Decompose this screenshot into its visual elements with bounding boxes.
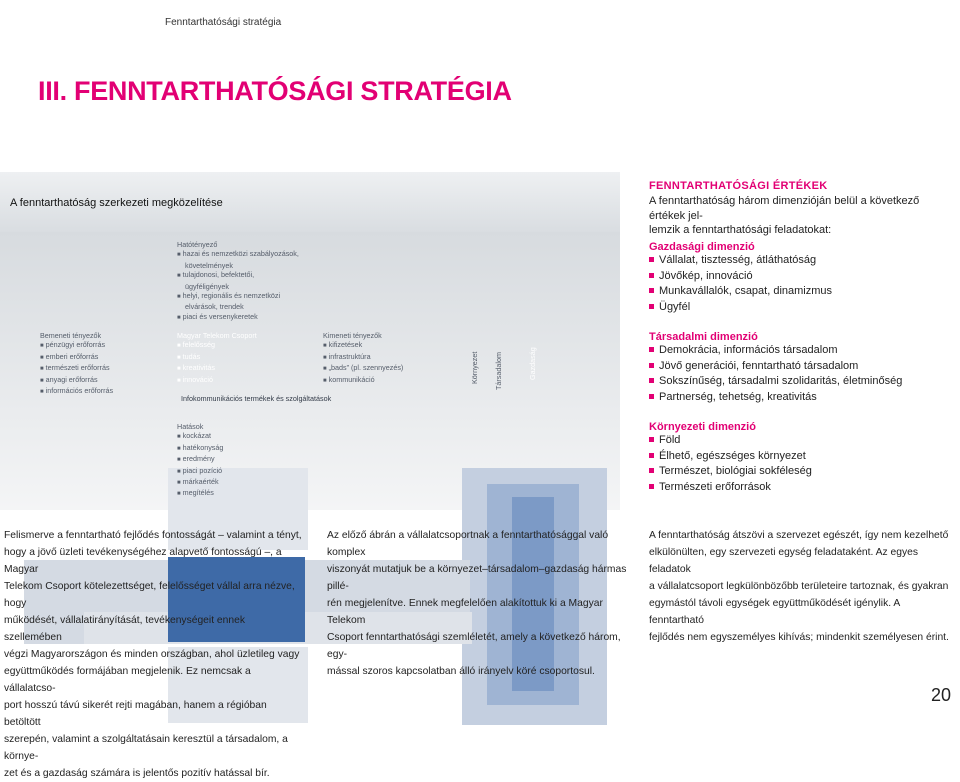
influencing-factor-item: ■ piaci és versenykeretek [177, 312, 299, 323]
dimension-economic [649, 241, 949, 315]
dimension-item: Munkavállalók, csapat, dinamizmus [649, 284, 949, 300]
body-line: zet és a gazdaság számára is jelentős pozitív hatással bír. [4, 768, 270, 779]
diagram-panel-title: A fenntarthatóság szerkezeti megközelítése [10, 197, 223, 209]
input-item: ■ információs erőforrás [40, 386, 113, 397]
body-line: egymástól távoli egységek együttműködését igénylik. A fenntartható [649, 598, 900, 626]
body-line: A fenntarthatóság átszövi a szervezet egészét, így nem kezelhető [649, 530, 949, 541]
dimension-item: Ügyfél [649, 300, 949, 316]
inputs-list [40, 331, 113, 397]
outputs-list [323, 331, 403, 386]
body-line: működését, vállalatirányítását, tevékenységeit ennek szellemében [4, 615, 245, 643]
body-line: Csoport fenntarthatósági szemléletét, amely a következő három, egy- [327, 632, 621, 660]
company-item: ■ kreativitás [177, 363, 257, 374]
values-intro-line: A fenntarthatóság három dimenzióján belül a következő értékek jel- [649, 195, 920, 222]
dimension-title: Társadalmi dimenzió [649, 331, 758, 343]
dimension-item: Sokszínűség, társadalmi szolidaritás, életminőség [649, 374, 949, 390]
dimension-item: Partnerség, tehetség, kreativitás [649, 390, 949, 406]
effect-item: ■ eredmény [177, 454, 223, 465]
body-line: port hosszú távú sikerét rejti magában, hanem a régióban betöltött [4, 700, 267, 728]
effects-heading: Hatások [177, 422, 204, 431]
effect-item: ■ márkaérték [177, 477, 223, 488]
output-item: ■ „bads” (pl. szennyezés) [323, 363, 403, 374]
running-head: Fenntarthatósági stratégia [165, 17, 282, 28]
influencing-factor-item: követelmények [185, 260, 233, 270]
environment-label: Környezet [470, 351, 479, 384]
company-heading: Magyar Telekom Csoport [177, 331, 257, 340]
input-item: ■ pénzügyi erőforrás [40, 340, 113, 351]
effect-item: ■ piaci pozíció [177, 466, 223, 477]
body-column-1 [4, 527, 304, 782]
effect-item: ■ kockázat [177, 431, 223, 442]
body-line: Telekom Csoport kötelezettséget, felelősséget vállal arra nézve, hogy [4, 581, 295, 609]
inputs-heading: Bemeneti tényezők [40, 331, 102, 340]
values-title: FENNTARTHATÓSÁGI ÉRTÉKEK [649, 180, 828, 192]
dimension-item: Élhető, egészséges környezet [649, 449, 949, 465]
dimension-item: Jövő generációi, fenntartható társadalom [649, 359, 949, 375]
body-line: elkülönülten, egy szervezeti egység feladataként. Az egyes feladatok [649, 547, 919, 575]
chapter-title: III. FENNTARTHATÓSÁGI STRATÉGIA [38, 76, 512, 106]
company-item: ■ felelősség [177, 340, 257, 351]
influencing-factors-heading: Hatótényező [177, 240, 218, 249]
page-number: 20 [931, 685, 952, 705]
influencing-factor-item: ■ hazai és nemzetközi szabályozások, [177, 249, 299, 260]
body-line: együttműködés formájában megjelenik. Ez nemcsak a vállalatcso- [4, 666, 251, 694]
dimension-list [649, 343, 949, 405]
influencing-factors-list [177, 240, 299, 323]
diagram-panel [0, 232, 620, 510]
effects-list [177, 422, 223, 500]
dimension-item: Természeti erőforrások [649, 480, 949, 496]
values-intro [649, 194, 949, 238]
dimension-item: Demokrácia, információs társadalom [649, 343, 949, 359]
company-item: ■ innováció [177, 375, 257, 386]
outputs-heading: Kimeneti tényezők [323, 331, 382, 340]
body-line: rén megjelenítve. Ennek megfelelően alakítottuk ki a Magyar Telekom [327, 598, 603, 626]
input-item: ■ emberi erőforrás [40, 352, 113, 363]
effect-item: ■ hatékonyság [177, 443, 223, 454]
economy-label: Gazdaság [528, 347, 537, 380]
company-item: ■ tudás [177, 352, 257, 363]
influencing-factor-item: ■ tulajdonosi, befektetői, [177, 270, 299, 281]
dimension-social [649, 331, 949, 405]
body-line: Az előző ábrán a vállalatcsoportnak a fenntarthatósággal való komplex [327, 530, 609, 558]
body-line: hogy a jövő üzleti tevékenységéhez alapvető fontosságú –, a Magyar [4, 547, 282, 575]
effect-item: ■ megítélés [177, 488, 223, 499]
body-line: mással szoros kapcsolatban álló irányelv köré csoportosul. [327, 666, 595, 677]
dimension-title: Gazdasági dimenzió [649, 241, 755, 253]
product-label: Infokommunikációs termékek és szolgáltatások [181, 394, 332, 403]
input-item: ■ természeti erőforrás [40, 363, 113, 374]
influencing-factor-item: ■ helyi, regionális és nemzetközi [177, 291, 299, 302]
output-item: ■ kifizetések [323, 340, 403, 351]
dimension-item: Föld [649, 433, 949, 449]
dimension-item: Természet, biológiai sokféleség [649, 464, 949, 480]
dimension-list [649, 253, 949, 315]
body-line: szerepén, valamint a szolgáltatásain keresztül a társadalom, a környe- [4, 734, 288, 762]
body-line: fejlődés nem egyszemélyes kihívás; mindenkit személyesen érint. [649, 632, 949, 643]
output-item: ■ kommunikáció [323, 375, 403, 386]
input-item: ■ anyagi erőforrás [40, 375, 113, 386]
dimension-title: Környezeti dimenzió [649, 421, 756, 433]
dimension-item: Vállalat, tisztesség, átláthatóság [649, 253, 949, 269]
body-column-3 [649, 527, 949, 646]
body-line: a vállalatcsoport legkülönbözőbb területeire tartoznak, és gyakran [649, 581, 949, 592]
diagram-panel-header [0, 172, 620, 232]
society-label: Társadalom [494, 352, 503, 390]
dimension-list [649, 433, 949, 495]
body-line: Felismerve a fenntartható fejlődés fontosságát – valamint a tényt, [4, 530, 302, 541]
influencing-factor-item: ügyféligények [185, 281, 229, 291]
values-intro-line: lemzik a fenntarthatósági feladatokat: [649, 224, 832, 236]
body-column-2 [327, 527, 627, 680]
dimension-environmental [649, 421, 949, 495]
influencing-factor-item: elvárások, trendek [185, 302, 244, 312]
body-line: viszonyát mutatjuk be a környezet–társadalom–gazdaság hármas pillé- [327, 564, 627, 592]
dimension-item: Jövőkép, innováció [649, 269, 949, 285]
company-list [177, 331, 257, 386]
body-line: végzi Magyarországon és minden országban, ahol üzletileg vagy [4, 649, 300, 660]
output-item: ■ infrastruktúra [323, 352, 403, 363]
